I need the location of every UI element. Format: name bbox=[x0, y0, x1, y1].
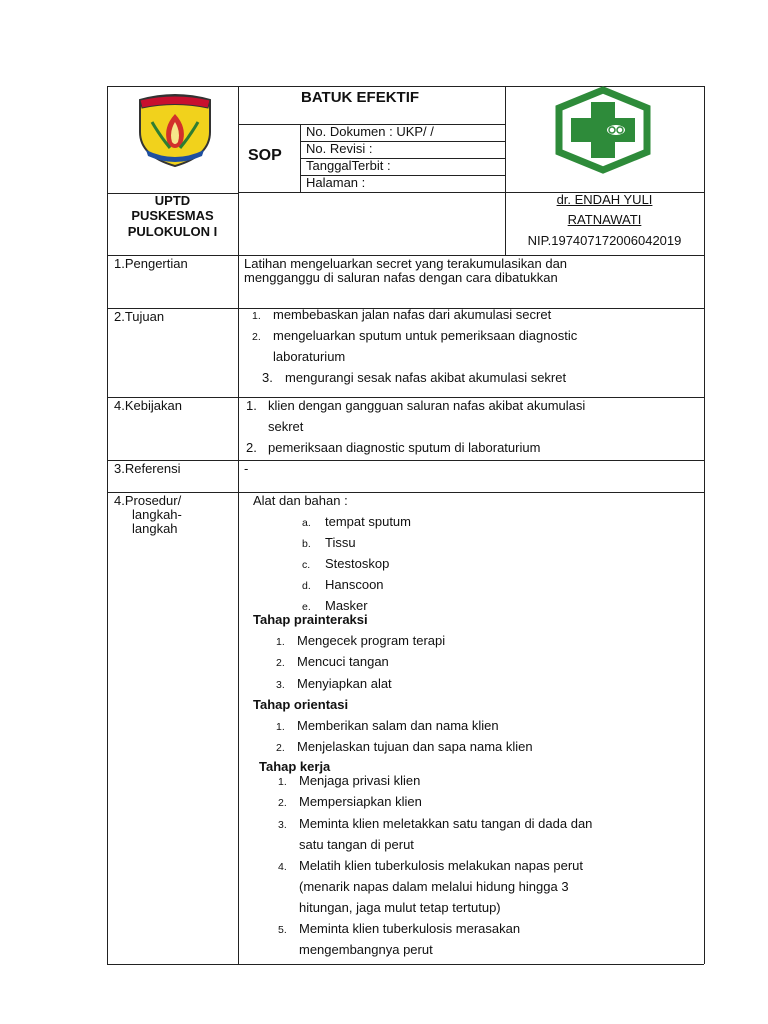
sop-label: SOP bbox=[248, 147, 282, 164]
list-item: satu tangan di perut bbox=[299, 837, 414, 852]
issue-date-field: TanggalTerbit : bbox=[306, 158, 391, 173]
revision-field: No. Revisi : bbox=[306, 141, 373, 156]
list-item: hitungan, jaga mulut tetap tertutup) bbox=[299, 900, 501, 915]
list-item: laboraturium bbox=[273, 349, 346, 364]
list-item: 2. bbox=[276, 742, 285, 754]
page-field: Halaman : bbox=[306, 175, 366, 190]
list-item: 2. bbox=[278, 797, 287, 809]
list-item: e. bbox=[302, 601, 311, 613]
section-heading-orientasi: Tahap orientasi bbox=[253, 697, 349, 712]
row-label-prosedur: langkah bbox=[132, 521, 178, 536]
list-item: Mencuci tangan bbox=[297, 654, 389, 669]
org-line: PULOKULON I bbox=[127, 224, 218, 239]
list-item: pemeriksaan diagnostic sputum di laboraturium bbox=[268, 440, 541, 455]
pengertian-text: mengganggu di saluran nafas dengan cara dibatukkan bbox=[244, 270, 558, 285]
list-item: Meminta klien tuberkulosis merasakan bbox=[299, 921, 521, 936]
list-item: membebaskan jalan nafas dari akumulasi secret bbox=[273, 307, 552, 322]
list-item: Mempersiapkan klien bbox=[299, 794, 422, 809]
list-item: Masker bbox=[325, 598, 368, 613]
alat-title: Alat dan bahan : bbox=[253, 493, 348, 508]
list-item: 2. bbox=[246, 440, 257, 455]
list-item: Menyiapkan alat bbox=[297, 676, 392, 691]
puskesmas-cross-icon bbox=[553, 86, 653, 174]
list-item: mengembangnya perut bbox=[299, 942, 433, 957]
list-item: b. bbox=[302, 538, 311, 550]
list-item: Menjaga privasi klien bbox=[299, 773, 421, 788]
list-item: Melatih klien tuberkulosis melakukan napas perut bbox=[299, 858, 583, 873]
pengertian-text: Latihan mengeluarkan secret yang terakumulasikan dan bbox=[244, 256, 568, 271]
list-item: klien dengan gangguan saluran nafas akibat akumulasi bbox=[268, 398, 586, 413]
signatory-name: dr. ENDAH YULI bbox=[556, 192, 653, 207]
document-title: BATUK EFEKTIF bbox=[301, 89, 420, 106]
list-item: a. bbox=[302, 517, 311, 529]
list-item: mengeluarkan sputum untuk pemeriksaan diagnostic bbox=[273, 328, 578, 343]
list-item: 3. bbox=[262, 370, 273, 385]
row-label-prosedur: langkah- bbox=[132, 507, 182, 522]
row-label-kebijakan: 4.Kebijakan bbox=[114, 398, 182, 413]
list-item: 5. bbox=[278, 924, 287, 936]
table-border bbox=[107, 492, 704, 493]
referensi-value: - bbox=[244, 461, 249, 476]
list-item: 1. bbox=[252, 310, 261, 322]
list-item: 4. bbox=[278, 861, 287, 873]
list-item: Memberikan salam dan nama klien bbox=[297, 718, 499, 733]
section-heading-prainteraksi: Tahap prainteraksi bbox=[253, 612, 368, 627]
section-heading-kerja: Tahap kerja bbox=[259, 759, 331, 774]
table-border bbox=[505, 86, 506, 255]
row-label-pengertian: 1.Pengertian bbox=[114, 256, 188, 271]
table-border-bottom bbox=[107, 964, 704, 965]
list-item: 1. bbox=[278, 776, 287, 788]
org-line: UPTD bbox=[154, 193, 191, 208]
list-item: d. bbox=[302, 580, 311, 592]
table-border bbox=[238, 86, 239, 964]
list-item: 2. bbox=[276, 657, 285, 669]
table-border bbox=[107, 460, 704, 461]
list-item: sekret bbox=[268, 419, 304, 434]
regency-crest-icon bbox=[132, 92, 218, 168]
list-item: mengurangi sesak nafas akibat akumulasi sekret bbox=[285, 370, 567, 385]
list-item: 1. bbox=[276, 721, 285, 733]
row-label-tujuan: 2.Tujuan bbox=[114, 309, 165, 324]
list-item: Stestoskop bbox=[325, 556, 390, 571]
list-item: Mengecek program terapi bbox=[297, 633, 446, 648]
list-item: Tissu bbox=[325, 535, 356, 550]
signatory-name: RATNAWATI bbox=[567, 212, 642, 227]
signatory-nip: NIP.197407172006042019 bbox=[527, 233, 682, 248]
list-item: Hanscoon bbox=[325, 577, 384, 592]
list-item: (menarik napas dalam melalui hidung hingga 3 bbox=[299, 879, 569, 894]
table-border-right bbox=[704, 86, 705, 964]
list-item: 2. bbox=[252, 331, 261, 343]
list-item: 1. bbox=[246, 398, 257, 413]
row-label-referensi: 3.Referensi bbox=[114, 461, 181, 476]
list-item: Menjelaskan tujuan dan sapa nama klien bbox=[297, 739, 533, 754]
doc-number-field: No. Dokumen : UKP/ / bbox=[306, 124, 434, 139]
list-item: 3. bbox=[278, 819, 287, 831]
org-line: PUSKESMAS bbox=[131, 208, 214, 223]
row-label-prosedur: 4.Prosedur/ bbox=[114, 493, 182, 508]
list-item: Meminta klien meletakkan satu tangan di dada dan bbox=[299, 816, 593, 831]
list-item: c. bbox=[302, 559, 311, 571]
list-item: tempat sputum bbox=[325, 514, 411, 529]
list-item: 1. bbox=[276, 636, 285, 648]
list-item: 3. bbox=[276, 679, 285, 691]
